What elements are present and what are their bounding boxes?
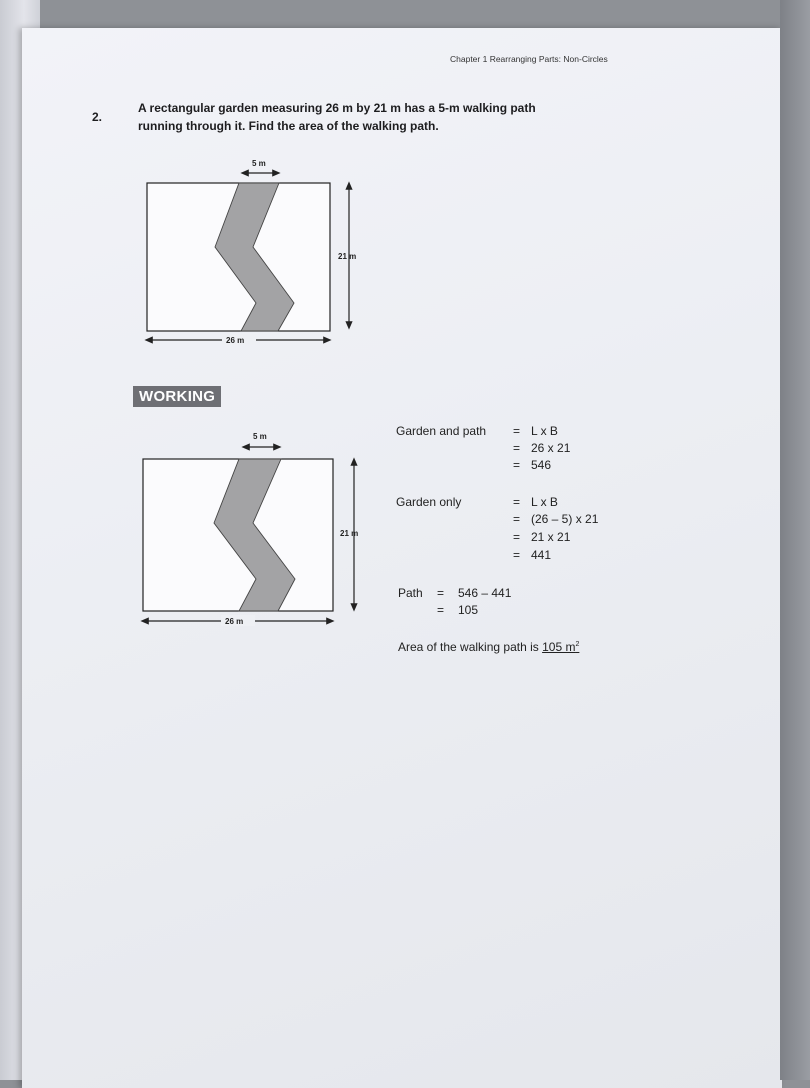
width-label: 26 m [225,617,244,626]
page-edge [780,0,810,1080]
equals-sign: = [513,458,521,472]
calc-step: 21 x 21 [531,530,571,544]
running-header: Chapter 1 Rearranging Parts: Non-Circles [450,54,608,64]
height-label: 21 m [338,252,357,261]
calc-garden-only-label: Garden only [396,495,462,509]
equals-sign: = [437,603,445,617]
question-number: 2. [92,110,103,124]
garden-diagram-question [138,150,378,350]
answer-prefix: Area of the walking path is [398,640,543,654]
equals-sign: = [513,495,521,509]
equals-sign: = [437,586,445,600]
calc-step: (26 – 5) x 21 [531,512,599,526]
calc-garden-path-label: Garden and path [396,424,487,438]
path-width-label: 5 m [253,432,267,441]
calc-step: 546 [531,458,552,472]
equals-sign: = [513,548,521,562]
width-label: 26 m [226,336,245,345]
equals-sign: = [513,530,521,544]
working-label: WORKING [133,386,221,407]
path-width-label: 5 m [252,159,266,168]
question-text: A rectangular garden measuring 26 m by 21 m has a 5-m walking path running through it. Find the area of the walking path. [138,101,536,133]
equals-sign: = [513,512,521,526]
calc-path-label: Path [398,586,423,600]
garden-diagram-working [135,426,375,636]
height-label: 21 m [340,529,359,538]
calc-step: 26 x 21 [531,441,571,455]
answer-unit-power: 2 [575,641,580,648]
calc-step: 105 [458,603,479,617]
calc-step: 546 – 441 [458,586,512,600]
calc-step: L x B [531,424,558,438]
equals-sign: = [513,424,521,438]
final-answer [398,640,579,654]
calc-step: L x B [531,495,558,509]
equals-sign: = [513,441,521,455]
answer-value: 105 $m^2$ [542,640,580,654]
calc-step: 441 [531,548,552,562]
